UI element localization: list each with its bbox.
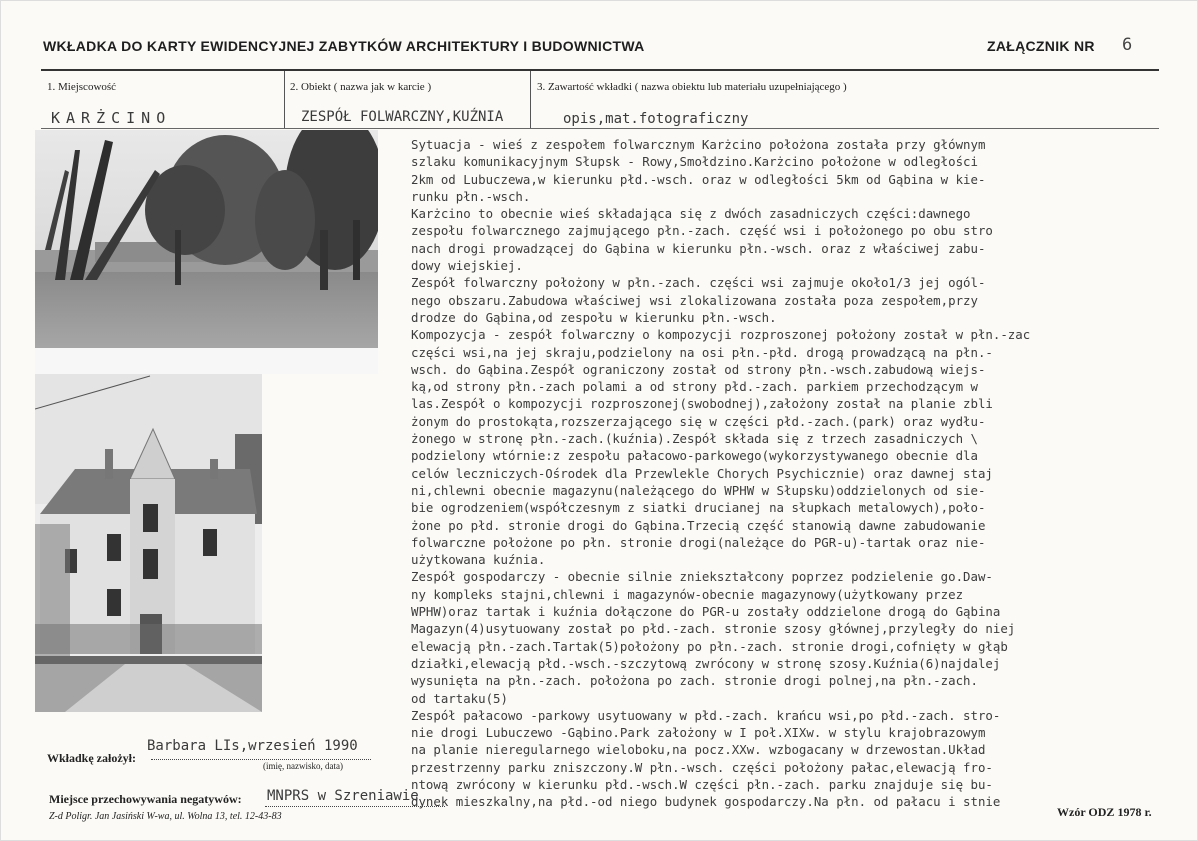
description-line: nie drogi Lubuczewo -Gąbino.Park założony w I poł.XIXw. w stylu krajobrazowym bbox=[411, 725, 986, 741]
description-line: zespołu folwarcznego zajmującego płn.-zach. część wsi i położonego po obu stro bbox=[411, 223, 993, 239]
description-line: WPHW)oraz tartak i kuźnia dołączone do PGR-u zostały oddzielone drogą do Gąbina bbox=[411, 604, 1001, 620]
description-line: Zespół pałacowo -parkowy usytuowany w płd.-zach. krańcu wsi,po płd.-zach. stro- bbox=[411, 707, 1001, 723]
field-3-value: opis,mat.fotograficzny bbox=[563, 111, 749, 127]
attachment-label: ZAŁĄCZNIK NR bbox=[987, 38, 1095, 54]
header-rule bbox=[41, 69, 1159, 71]
description-line: części wsi,na jej skraju,podzielony na osi płn.-płd. drogą prowadzącą na płn.- bbox=[411, 344, 993, 360]
description-line: Zespół gospodarczy - obecnie silnie zniekształcony poprzez podzielenie go.Daw- bbox=[411, 569, 993, 585]
description-line: działki,elewacją płd.-wsch.-szczytową zwrócony w stronę szosy.Kuźnia(6)najdalej bbox=[411, 655, 1001, 671]
description-line: dowy wiejskiej. bbox=[411, 258, 523, 274]
negatives-value: MNPRS w Szreniawie bbox=[267, 788, 419, 804]
description-line: podzielony wtórnie:z zespołu pałacowo-parkowego(wykorzystywanego obecnie dla bbox=[411, 448, 978, 464]
form-id: Wzór ODZ 1978 r. bbox=[1057, 805, 1152, 819]
description-line: Karżcino to obecnie wieś składająca się z dwóch zasadniczych części:dawnego bbox=[411, 206, 971, 222]
description-line: ni,chlewni obecnie magazynu(należącego do WPHW w Słupsku)oddzielonych od sie- bbox=[411, 482, 986, 498]
description-line: bie ogrodzeniem(współczesnym z siatki drucianej na słupkach metalowych),poło- bbox=[411, 500, 986, 516]
description-line: żonego w stronę płn.-zach.(kuźnia).Zespół składa się z trzech zasadniczych \ bbox=[411, 431, 978, 447]
description-line: wsch. do Gąbina.Zespół ograniczony został od strony płn.-wsch.zabudową wiejs- bbox=[411, 361, 986, 377]
field-divider-2 bbox=[530, 71, 531, 129]
description-line: Kompozycja - zespół folwarczny o kompozycji rozproszonej położony został w płn.-zac bbox=[411, 327, 1031, 343]
attachment-number: 6 bbox=[1122, 35, 1133, 55]
negatives-dotted-line bbox=[265, 806, 445, 807]
printer-imprint: Z-d Poligr. Jan Jasiński W-wa, ul. Wolna 13, tel. 12-43-83 bbox=[49, 811, 282, 822]
description-line: Sytuacja - wieś z zespołem folwarcznym Karżcino położona została przy głównym bbox=[411, 137, 986, 152]
description-line: użytkowana kuźnia. bbox=[411, 552, 546, 568]
description-line: Magazyn(4)usytuowany został po płd.-zach. stronie szosy głównej,przyległy do niej bbox=[411, 621, 1016, 637]
photo-manor-house bbox=[35, 374, 262, 712]
description-line: ntową zwrócony w kierunku płd.-wsch.W części płn.-zach. parku znajduje się bu- bbox=[411, 776, 993, 792]
description-line: ką,od strony płn.-zach polami a od strony płd.-zach. parkiem przechodzącym w bbox=[411, 379, 978, 395]
description-line: folwarczne położone po płn. stronie drogi(należące do PGR-u)-tartak oraz nie- bbox=[411, 534, 986, 550]
founder-dotted-line bbox=[151, 759, 371, 760]
field-divider-1 bbox=[284, 71, 285, 129]
description-line: nach drogi prowadzącej do Gąbina w kierunku płn.-wsch. oraz z właściwej zabu- bbox=[411, 240, 986, 256]
description-text bbox=[411, 136, 1191, 811]
description-line: drodze do Gąbina,od zespołu w kierunku płn.-wsch. bbox=[411, 309, 777, 325]
photo-park-trees-image bbox=[35, 130, 378, 374]
description-line: nego obszaru.Zabudowa właściwej wsi zlokalizowana została poza zespołem,przy bbox=[411, 292, 978, 308]
description-line: Zespół folwarczny położony w płn.-zach. części wsi zajmuje około1/3 jej ogól- bbox=[411, 275, 986, 291]
founder-value: Barbara LIs,wrzesień 1990 bbox=[147, 738, 358, 754]
founder-label: Wkładkę założył: bbox=[47, 751, 136, 765]
description-line: elewacją płn.-zach.Tartak(5)położony po płn.-zach. stronie drogi,cofnięty w głąb bbox=[411, 638, 1008, 654]
description-line: las.Zespół o kompozycji rozproszonej(swobodnej),założony został na planie zbli bbox=[411, 396, 993, 412]
field-2-value: ZESPÓŁ FOLWARCZNY,KUŹNIA bbox=[301, 109, 504, 125]
founder-hint: (imię, nazwisko, data) bbox=[263, 761, 343, 771]
description-line: celów leczniczych-Ośrodek dla Przewlekle Chorych Psychicznie) oraz dawnej staj bbox=[411, 465, 993, 481]
field-2-label: 2. Obiekt ( nazwa jak w karcie ) bbox=[290, 81, 432, 93]
description-line: ny kompleks stajni,chlewni i magazynów-obecnie magazynowy(użytkowany przez bbox=[411, 586, 964, 602]
photo-park-trees bbox=[35, 130, 378, 374]
description-line: 2km od Lubuczewa,w kierunku płd.-wsch. oraz w odległości 5km od Gąbina w kie- bbox=[411, 171, 986, 187]
description-line: wysunięta na płn.-zach. położona po zach. stronie drogi polnej,na płn.-zach. bbox=[411, 673, 978, 689]
description-line: na planie nieregularnego wieloboku,na pocz.XXw. wzbogacany w drzewostan.Układ bbox=[411, 742, 986, 758]
description-line: dynek mieszkalny,na płd.-od niego budynek gospodarczy.Na płn. od pałacu i stnie bbox=[411, 794, 1001, 810]
negatives-label: Miejsce przechowywania negatywów: bbox=[49, 792, 242, 806]
description-line: szlaku komunikacyjnym Słupsk - Rowy,Smołdzino.Karżcino położone w odległości bbox=[411, 154, 978, 170]
field-1-label: 1. Miejscowość bbox=[47, 81, 117, 93]
description-line: od tartaku(5) bbox=[411, 690, 508, 706]
field-1-value: KARŻCINO bbox=[51, 109, 172, 127]
description-line: runku płn.-wsch. bbox=[411, 188, 531, 204]
description-line: żone po płd. stronie drogi do Gąbina.Trzecią część stanowią dawne zabudowanie bbox=[411, 517, 986, 533]
description-line: przestrzenny parku zniszczony.W płn.-wsch. części położony pałac,elewacją fro- bbox=[411, 759, 993, 775]
card-title: WKŁADKA DO KARTY EWIDENCYJNEJ ZABYTKÓW ARCHITEKTURY I BUDOWNICTWA bbox=[43, 38, 645, 54]
photo-manor-house-image bbox=[35, 374, 262, 712]
description-line: żonym do prostokąta,rozszerzającego się w części płd.-zach.(park) oraz wydłu- bbox=[411, 413, 986, 429]
field-3-label: 3. Zawartość wkładki ( nazwa obiektu lub materiału uzupełniającego ) bbox=[537, 81, 847, 93]
fields-rule bbox=[41, 128, 1159, 129]
